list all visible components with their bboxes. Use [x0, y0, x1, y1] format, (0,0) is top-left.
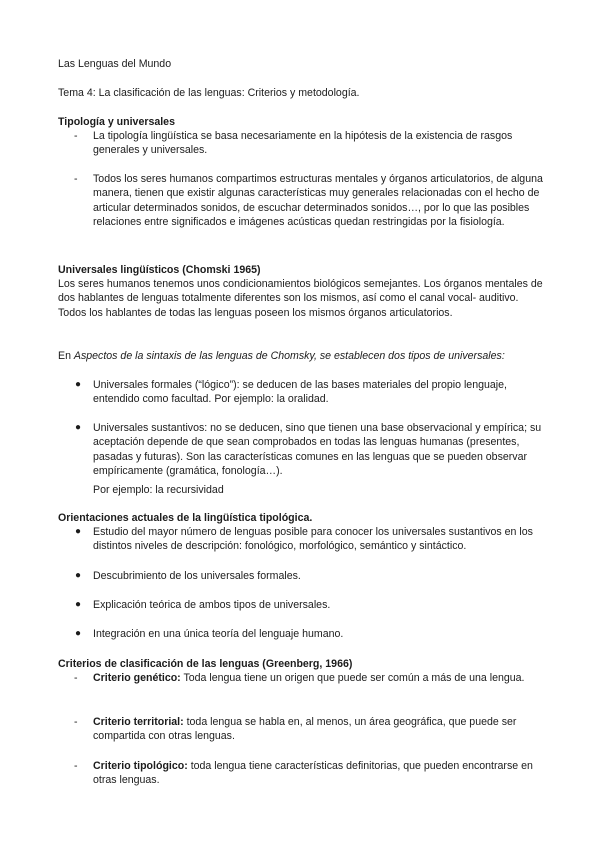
section3-heading: Orientaciones actuales de la lingüística tipológica.: [58, 512, 313, 524]
section3-bullet-text: Integración en una única teoría del lenguaje humano.: [93, 628, 344, 640]
dash-marker: -: [74, 716, 78, 728]
section1-item-text: Todos los seres humanos compartimos estructuras mentales y órganos articulatorios, de alguna manera, tienen que existir algunas características muy generales relacionadas con el hecho de articular determinados sonidos, de escuchar determinados sonidos…, por lo que las posibles relaciones entre significados e imágenes acústicas quedan restringidas por la fisiología.: [93, 173, 543, 228]
section4-heading: Criterios de clasificación de las lenguas (Greenberg, 1966): [58, 658, 353, 670]
criterion-term: Criterio genético:: [93, 672, 181, 684]
topic-text: Tema 4: La clasificación de las lenguas: Criterios y metodología.: [58, 87, 360, 99]
criterion-term: Criterio territorial:: [93, 716, 184, 728]
section1-heading: Tipología y universales: [58, 116, 175, 128]
document-title: [58, 57, 548, 71]
bullet-marker: ●: [75, 526, 82, 537]
section2-heading: Universales lingüísticos (Chomski 1965): [58, 264, 261, 276]
bullet-marker: ●: [75, 379, 82, 390]
section3-bullet-text: Estudio del mayor número de lenguas posible para conocer los universales sustantivos en los distintos niveles de descripción: fonológico, morfológico, semántico y sintáctico.: [93, 526, 533, 553]
criterion-text: toda lengua se habla en, al menos, un área geográfica, que puede ser compartida con otras lenguas.: [93, 716, 517, 743]
bullet-marker: ●: [75, 570, 82, 581]
topic-line: [58, 86, 548, 100]
section4-item-text: [93, 671, 548, 685]
section3-bullet-text: Descubrimiento de los universales formales.: [93, 570, 301, 582]
bullet-marker: ●: [75, 628, 82, 639]
dash-marker: -: [74, 672, 78, 684]
dash-marker: -: [74, 760, 78, 772]
criterion-text: toda lengua tiene características definitorias, que pueden encontrarse en otras lenguas.: [93, 760, 533, 787]
section1-item-text: La tipología lingüística se basa necesariamente en la hipótesis de la existencia de rasgos generales y universales.: [93, 130, 513, 157]
dash-marker: -: [74, 130, 78, 142]
criterion-text: Toda lengua tiene un origen que puede ser común a más de una lengua.: [180, 672, 525, 684]
criterion-term: Criterio tipológico:: [93, 760, 188, 772]
section2-paragraph: Los seres humanos tenemos unos condicionamientos biológicos semejantes. Los órganos mentales de dos hablantes de lenguas totalmente diferentes son los mismos, así como el canal vocal- auditivo. Todos los hablantes de todas las lenguas poseen los mismos órganos articulatorios.: [58, 278, 543, 319]
section3-bullet-text: Explicación teórica de ambos tipos de universales.: [93, 599, 331, 611]
section2-bullet-text: Universales sustantivos: no se deducen, sino que tienen una base observacional y empírica; su aceptación depende de que sean comprobados en todas las lenguas humanas (presentes, pasadas y futuras). Son las características comunes en las lenguas que se pueden observar empíricamente (gramática, fonología…).: [93, 422, 542, 477]
intro-prefix: En: [58, 350, 74, 362]
bullet-marker: ●: [75, 599, 82, 610]
intro-italic: Aspectos de la sintaxis de las lenguas de Chomsky, se establecen dos tipos de universales:: [73, 350, 505, 362]
bullet-marker: ●: [75, 422, 82, 433]
section4-item-text: [93, 715, 548, 744]
title-text: Las Lenguas del Mundo: [58, 58, 172, 70]
dash-marker: -: [74, 173, 78, 185]
section2-bullet-text: Universales formales (“lógico”): se deducen de las bases materiales del propio lenguaje, entendido como facultad. Por ejemplo: la oralidad.: [93, 379, 507, 406]
section4-item-text: [93, 759, 548, 788]
section2-intro: [58, 349, 548, 363]
section2-bullet-extra: Por ejemplo: la recursividad: [93, 484, 224, 496]
